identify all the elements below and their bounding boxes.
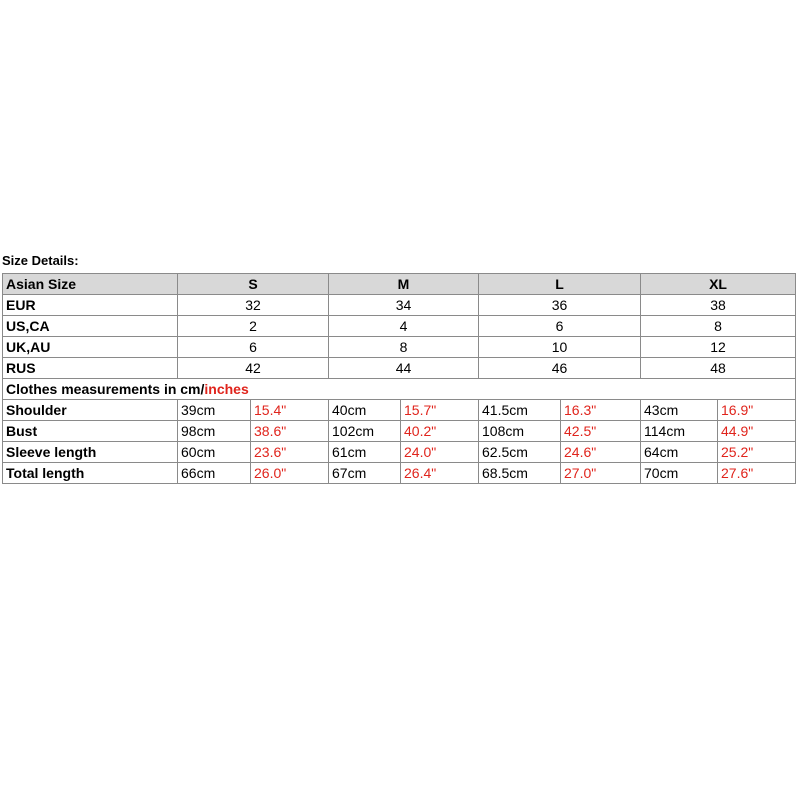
measurement-inch-value: 27.0" — [561, 463, 641, 484]
measurement-row-bust — [3, 421, 796, 442]
measurement-cm-value: 43cm — [641, 400, 718, 421]
measurement-row-sleeve-length — [3, 442, 796, 463]
size-chart-table — [2, 273, 796, 484]
measurement-inch-value: 16.3" — [561, 400, 641, 421]
measurement-inch-value: 24.6" — [561, 442, 641, 463]
measurement-inch-value: 16.9" — [718, 400, 796, 421]
conversion-value: 4 — [329, 316, 479, 337]
conversion-row-uk-au — [3, 337, 796, 358]
measurement-inch-value: 40.2" — [401, 421, 479, 442]
conversion-row-us-ca — [3, 316, 796, 337]
measurement-inch-value: 38.6" — [251, 421, 329, 442]
measurement-row-shoulder — [3, 400, 796, 421]
measurement-cm-value: 60cm — [178, 442, 251, 463]
conversion-value: 8 — [641, 316, 796, 337]
conversion-row-rus — [3, 358, 796, 379]
measurement-inch-value: 15.7" — [401, 400, 479, 421]
measurements-title — [3, 379, 796, 400]
conversion-label: US,CA — [3, 316, 178, 337]
measurement-cm-value: 41.5cm — [479, 400, 561, 421]
asian-size-label: Asian Size — [3, 274, 178, 295]
measurements-title-inches: inches — [204, 381, 249, 397]
conversion-value: 44 — [329, 358, 479, 379]
measurement-label: Shoulder — [3, 400, 178, 421]
conversion-value: 38 — [641, 295, 796, 316]
conversion-value: 36 — [479, 295, 641, 316]
measurement-cm-value: 66cm — [178, 463, 251, 484]
conversion-row-eur — [3, 295, 796, 316]
measurement-inch-value: 42.5" — [561, 421, 641, 442]
measurement-inch-value: 24.0" — [401, 442, 479, 463]
measurements-title-row — [3, 379, 796, 400]
measurement-cm-value: 114cm — [641, 421, 718, 442]
conversion-value: 2 — [178, 316, 329, 337]
measurement-label: Sleeve length — [3, 442, 178, 463]
measurement-cm-value: 98cm — [178, 421, 251, 442]
conversion-value: 32 — [178, 295, 329, 316]
measurement-inch-value: 44.9" — [718, 421, 796, 442]
measurement-cm-value: 39cm — [178, 400, 251, 421]
measurement-inch-value: 27.6" — [718, 463, 796, 484]
asian-size-header-row — [3, 274, 796, 295]
measurement-cm-value: 64cm — [641, 442, 718, 463]
conversion-label: UK,AU — [3, 337, 178, 358]
measurement-label: Bust — [3, 421, 178, 442]
measurement-cm-value: 108cm — [479, 421, 561, 442]
measurement-cm-value: 68.5cm — [479, 463, 561, 484]
size-header-xl: XL — [641, 274, 796, 295]
conversion-value: 42 — [178, 358, 329, 379]
size-header-l: L — [479, 274, 641, 295]
conversion-value: 8 — [329, 337, 479, 358]
measurement-cm-value: 61cm — [329, 442, 401, 463]
measurement-cm-value: 62.5cm — [479, 442, 561, 463]
measurement-cm-value: 70cm — [641, 463, 718, 484]
measurement-inch-value: 25.2" — [718, 442, 796, 463]
measurement-inch-value: 26.4" — [401, 463, 479, 484]
conversion-value: 48 — [641, 358, 796, 379]
size-header-m: M — [329, 274, 479, 295]
measurement-inch-value: 15.4" — [251, 400, 329, 421]
conversion-label: EUR — [3, 295, 178, 316]
measurement-row-total-length — [3, 463, 796, 484]
size-details-title: Size Details: — [2, 253, 79, 268]
measurements-title-prefix: Clothes measurements in cm/ — [6, 381, 205, 397]
measurement-cm-value: 40cm — [329, 400, 401, 421]
measurement-label: Total length — [3, 463, 178, 484]
conversion-value: 6 — [178, 337, 329, 358]
measurement-cm-value: 102cm — [329, 421, 401, 442]
conversion-label: RUS — [3, 358, 178, 379]
measurement-inch-value: 26.0" — [251, 463, 329, 484]
size-header-s: S — [178, 274, 329, 295]
measurement-inch-value: 23.6" — [251, 442, 329, 463]
conversion-value: 12 — [641, 337, 796, 358]
measurement-cm-value: 67cm — [329, 463, 401, 484]
conversion-value: 46 — [479, 358, 641, 379]
conversion-value: 10 — [479, 337, 641, 358]
conversion-value: 34 — [329, 295, 479, 316]
conversion-value: 6 — [479, 316, 641, 337]
